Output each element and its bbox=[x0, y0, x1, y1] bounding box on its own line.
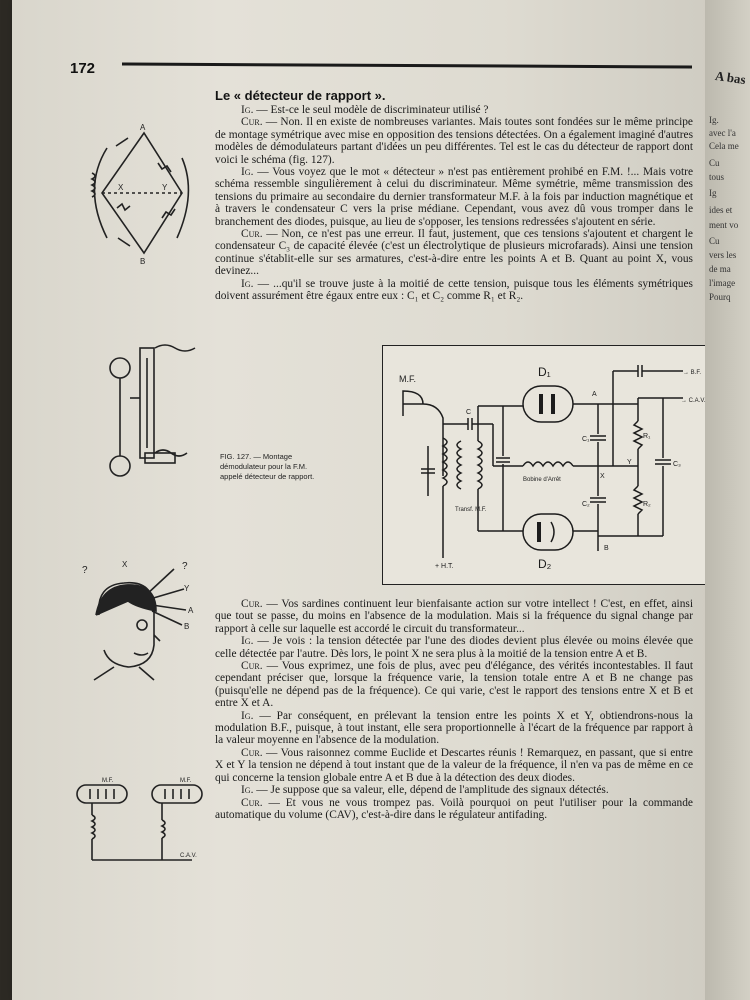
speaker: Cur. bbox=[241, 660, 263, 673]
facing-line: Ig. bbox=[709, 115, 719, 125]
label-mf: M.F. bbox=[399, 374, 416, 384]
margin-tubes-illustration bbox=[72, 775, 212, 875]
label-transf: Transf. M.F. bbox=[455, 507, 487, 513]
paragraph bbox=[215, 104, 693, 116]
paragraph bbox=[215, 747, 693, 784]
schematic-drawing bbox=[383, 346, 708, 584]
facing-line: ides et bbox=[709, 205, 733, 215]
head-question-1: ? bbox=[82, 565, 88, 576]
figure-caption: FIG. 127. — Montage démodulateur pour la F.M. appelé détecteur de rapport. bbox=[220, 452, 315, 481]
facing-line: Pourq bbox=[709, 292, 731, 302]
paragraph bbox=[215, 710, 693, 747]
label-b: B bbox=[604, 545, 609, 552]
bridge-drawing bbox=[72, 118, 202, 268]
speaker: Cur. bbox=[241, 228, 263, 241]
paragraph bbox=[215, 797, 693, 822]
label-x: X bbox=[600, 473, 605, 480]
facing-page-heading: A bas bbox=[714, 67, 747, 88]
label-r1: R₁ bbox=[643, 433, 651, 440]
label-c: C bbox=[466, 409, 472, 416]
paragraph-text: — Non, ce n'est pas une erreur. Il faut, justement, que ces tensions s'ajoutent et chargent le condensateur C₃ de capacité élevée (c'est un électrolytique de plusieurs microfarads). Ainsi une tension continue s'établit-elle sur ses armatures, c'est-à-dire entre les points A et B. Quant au point X, vous devinez... bbox=[215, 228, 693, 278]
facing-line: Ig bbox=[709, 188, 717, 198]
bridge-label-x: X bbox=[118, 183, 124, 192]
paragraph-text: — Vous exprimez, une fois de plus, avec peu d'élégance, des vérités incontestables. Il faut cependant préciser que, lorsque la fréquence varie, la tension totale entre A et B ne change pas (puisqu'elle ne dépend pas de la fréquence). Ce qui varie, c'est le rapport des tensions entre X et B et entre X et A. bbox=[215, 660, 693, 710]
facing-line: ment vo bbox=[709, 220, 739, 230]
bridge-label-y: Y bbox=[162, 183, 168, 192]
bridge-label-a: A bbox=[140, 123, 146, 132]
speaker: Cur. bbox=[241, 116, 263, 129]
paragraph bbox=[215, 660, 693, 710]
speaker: Cur. bbox=[241, 746, 263, 759]
speaker: Cur. bbox=[241, 796, 263, 809]
label-a: A bbox=[592, 391, 597, 398]
speaker: Ig. bbox=[241, 277, 254, 290]
label-bobine: Bobine d'Arrêt bbox=[523, 477, 561, 483]
speaker: Cur. bbox=[241, 598, 263, 610]
speaker: Ig. bbox=[241, 784, 254, 797]
label-d1: D₁ bbox=[538, 365, 551, 379]
body-text-bottom bbox=[215, 598, 693, 821]
speaker: Ig. bbox=[241, 104, 254, 116]
paragraph bbox=[215, 784, 693, 796]
paragraph-text: — ...qu'il se trouve juste à la moitié de cette tension, puisque tous les éléments symétriques doivent assurément être égaux entre eux : C₁ et C₂ comme R₁ et R₂. bbox=[215, 277, 693, 303]
paragraph bbox=[215, 278, 693, 303]
label-cav: → C.A.V. bbox=[681, 398, 706, 404]
book-page bbox=[12, 0, 712, 1000]
paragraph-text: — Vous raisonnez comme Euclide et Descartes réunis ! Remarquez, en passant, que si entre X et Y la tension ne dépend à tout instant que de la valeur de la fréquence, il n'en va pas de même en ce qui concerne la tension globale entre A et B due à la détection des deux diodes. bbox=[215, 746, 693, 784]
label-r2: R₂ bbox=[643, 501, 651, 508]
paragraph bbox=[215, 228, 693, 278]
margin-head-illustration bbox=[74, 555, 204, 685]
paragraph bbox=[215, 598, 693, 635]
tube-label-mf-2: M.F. bbox=[180, 778, 192, 784]
speaker: Ig. bbox=[241, 635, 254, 648]
head-label-y: Y bbox=[184, 584, 190, 593]
facing-line: Cela me bbox=[709, 141, 739, 151]
facing-line: avec l'a bbox=[709, 128, 736, 138]
paragraph-text: — Par conséquent, en prélevant la tension entre les points X et Y, obtiendrons-nous la modulation B.F., puisque, à tout instant, elle sera proportionnelle à l'écart de la fréquence par rapport à la valeur moyenne en l'absence de la modulation. bbox=[215, 709, 693, 747]
circuit-schematic bbox=[382, 345, 709, 585]
speaker: Ig. bbox=[241, 166, 254, 179]
paragraph-text: — Je suppose que sa valeur, elle, dépend de l'amplitude des signaux détectés. bbox=[256, 784, 609, 797]
tubes-drawing bbox=[72, 775, 212, 875]
head-label-a: A bbox=[188, 606, 194, 615]
facing-line: de ma bbox=[709, 264, 731, 274]
paragraph-text: — Non. Il en existe de nombreuses variantes. Mais toutes sont fondées sur le même principe de montage symétrique avec mise en opposition des tensions détectées. On a également imaginé d'autres modèles de démodulateurs partant d'idées un peu différentes. Tel est le cas du détecteur de rapport dont voici le schéma (fig. 127). bbox=[215, 116, 693, 166]
tube-label-cav: C.A.V. bbox=[180, 853, 197, 859]
label-c2: C₂ bbox=[582, 501, 590, 508]
head-question-2: ? bbox=[182, 561, 188, 572]
paragraph bbox=[215, 635, 693, 660]
ladder-drawing bbox=[100, 338, 200, 483]
paragraph-text: — Est-ce le seul modèle de discriminateur utilisé ? bbox=[256, 104, 489, 116]
paragraph-text: — Et vous ne vous trompez pas. Voilà pourquoi on peut l'utiliser pour la commande automatique du volume (CAV), c'est-à-dire dans le régulateur antifading. bbox=[215, 796, 693, 821]
label-bf: → B.F. bbox=[683, 370, 702, 376]
facing-page-edge bbox=[705, 0, 750, 1000]
label-y: Y bbox=[627, 459, 632, 466]
section-title: Le « détecteur de rapport ». bbox=[215, 88, 386, 103]
facing-line: tous bbox=[709, 172, 725, 182]
paragraph bbox=[215, 116, 693, 166]
label-ht: + H.T. bbox=[435, 563, 454, 570]
thinker-head-drawing bbox=[74, 555, 204, 685]
head-label-x: X bbox=[122, 560, 128, 569]
margin-ladder-illustration bbox=[100, 338, 200, 483]
facing-line: vers les bbox=[709, 250, 737, 260]
paragraph-text: — Vos sardines continuent leur bienfaisante action sur votre intellect ! C'est, en effet, ainsi que tout se passe, du moins en l'absence de la modulation. Mais si la fréquence du signal change par rapport à celle sur laquelle est accordé le circuit du transformateur... bbox=[215, 598, 693, 635]
margin-bridge-illustration bbox=[72, 118, 202, 268]
header-rule bbox=[122, 63, 692, 69]
paragraph-text: — Je vois : la tension détectée par l'une des diodes devient plus élevée ou moins élevée que celle détectée par l'autre. Dès lors, le point X ne sera plus à la moitié de la tension entre A et B. bbox=[215, 635, 693, 660]
facing-line: l'image bbox=[709, 278, 736, 288]
label-c3: C₃ bbox=[673, 461, 681, 468]
facing-line: Cu bbox=[709, 158, 720, 168]
paragraph bbox=[215, 166, 693, 228]
tube-label-mf-1: M.F. bbox=[102, 778, 114, 784]
head-label-b: B bbox=[184, 622, 190, 631]
page-number: 172 bbox=[70, 60, 96, 77]
paragraph-text: — Vous voyez que le mot « détecteur » n'est pas entièrement prohibé en F.M. !... Mais votre schéma ressemble singulièrement à celui du discriminateur. Même symétrie, même transmission des tensions du primaire au secondaire du dernier transformateur M.F. à la fois par induction magnétique et à travers le condensateur C vers la prise médiane. Cependant, vous avez dû vous tromper dans le branchement des diodes, puisque, au lieu de s'opposer, les tensions redressées s'ajoutent en série. bbox=[215, 166, 693, 228]
label-d2: D₂ bbox=[538, 557, 552, 571]
facing-line: Cu bbox=[709, 236, 720, 246]
bridge-label-b: B bbox=[140, 257, 146, 266]
speaker: Ig. bbox=[241, 709, 254, 722]
label-c1: C₁ bbox=[582, 436, 590, 443]
body-text-top bbox=[215, 104, 693, 303]
